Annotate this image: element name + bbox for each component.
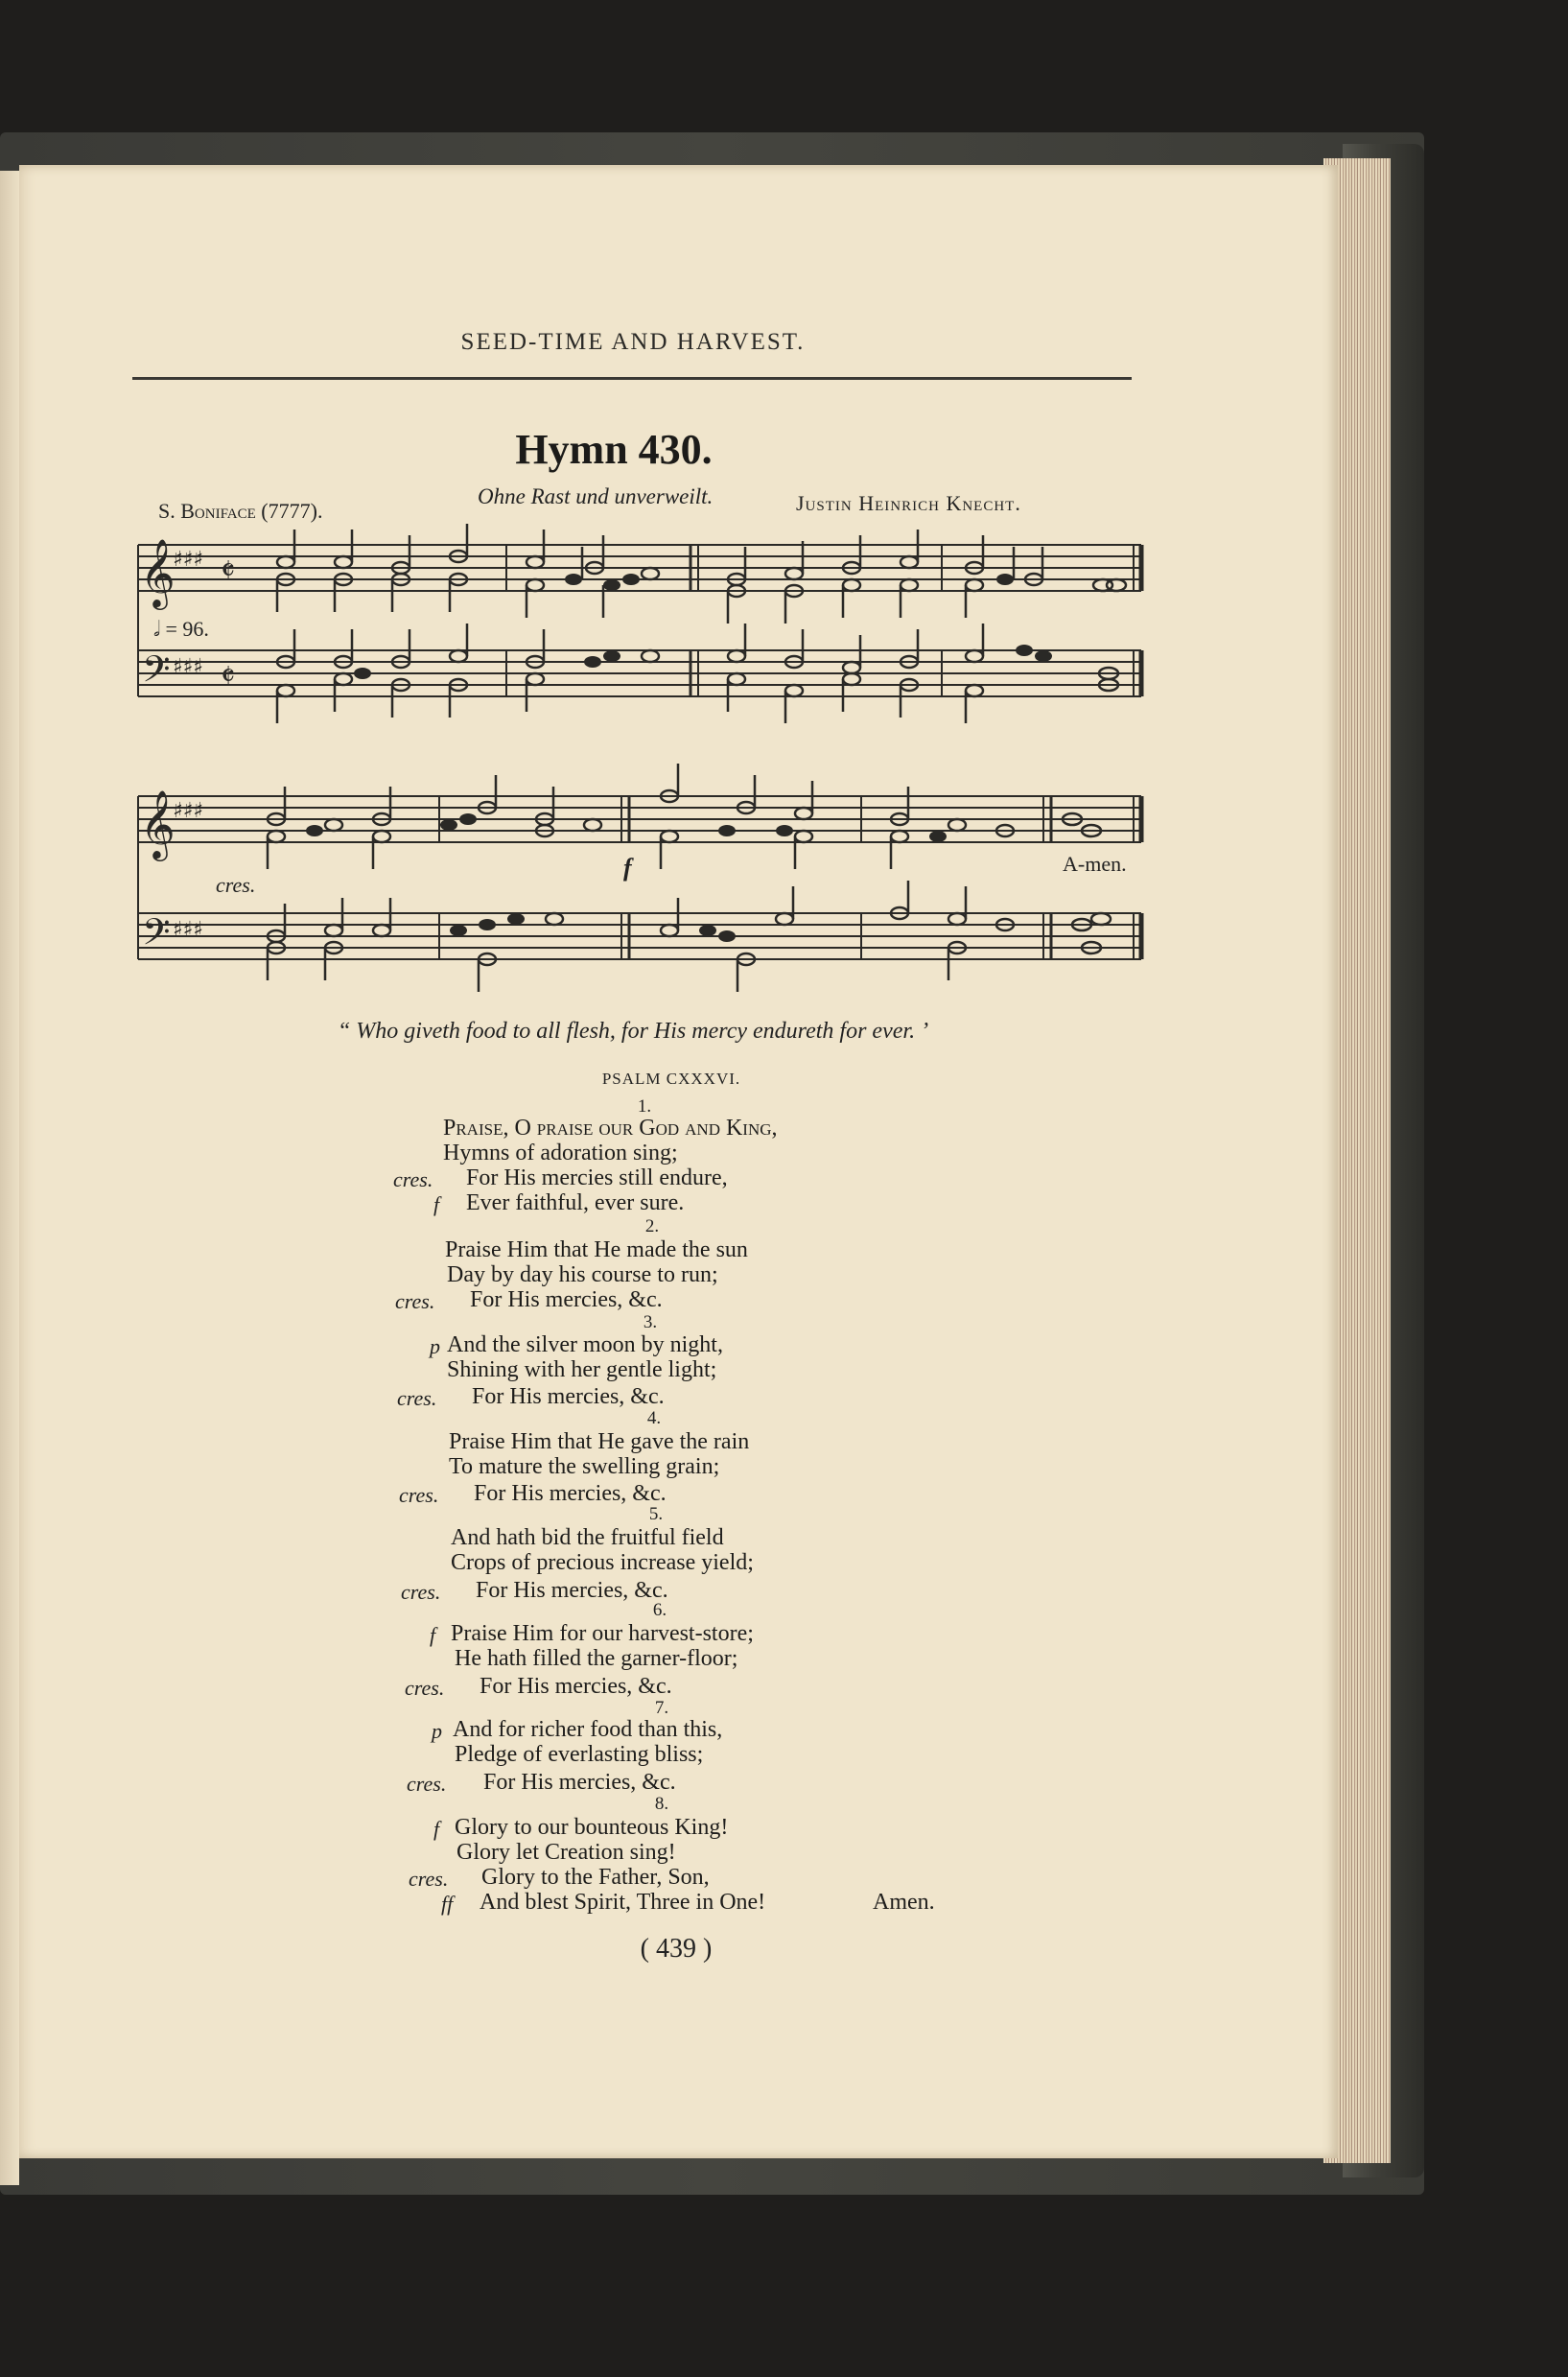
dynamic-mark: cres. — [395, 1289, 435, 1313]
svg-text:♯♯♯: ♯♯♯ — [173, 655, 203, 679]
verse-line: And blest Spirit, Three in One! — [480, 1890, 766, 1915]
scripture-motto: “ Who giveth food to all flesh, for His mercy endureth for ever. ’ — [337, 1019, 929, 1044]
verse-number: 4. — [646, 1408, 662, 1428]
verse-number: 7. — [654, 1698, 669, 1718]
verse-line: And hath bid the fruitful field — [451, 1525, 724, 1550]
bass-clef-icon: 𝄢 — [142, 647, 171, 699]
verse-line: Crops of precious increase yield; — [451, 1550, 754, 1575]
verse-line: For His mercies, &c. — [483, 1770, 676, 1795]
dynamic-mark: f — [433, 1192, 440, 1216]
german-first-line: Ohne Rast und unverweilt. — [478, 484, 714, 508]
forte-marking: f — [623, 854, 632, 882]
svg-text:𝄞: 𝄞 — [140, 788, 176, 859]
verse-number: 6. — [652, 1600, 667, 1620]
dynamic-mark: cres. — [393, 1167, 433, 1191]
dynamic-mark: p — [432, 1719, 442, 1743]
svg-text:𝄢: 𝄢 — [142, 910, 171, 962]
verse-line: For His mercies, &c. — [474, 1481, 667, 1506]
verse-number: 1. — [637, 1096, 652, 1117]
svg-text:𝄵: 𝄵 — [221, 657, 236, 695]
verse-line: For His mercies, &c. — [476, 1578, 668, 1603]
dynamic-mark: f — [433, 1817, 440, 1841]
svg-text:𝄵: 𝄵 — [221, 552, 236, 590]
dynamic-mark: p — [430, 1334, 440, 1358]
verse-number: 2. — [644, 1216, 660, 1236]
facing-page-edge — [0, 171, 19, 2185]
verse-line: Praise, O praise our God and King, — [443, 1116, 778, 1141]
hymn-title: Hymn 430. — [515, 426, 713, 473]
dynamic-mark: cres. — [399, 1483, 439, 1507]
verse-line: Glory to the Father, Son, — [481, 1865, 710, 1890]
page-number: ( 439 ) — [640, 1934, 713, 1964]
dynamic-mark: ff — [441, 1892, 454, 1916]
verse-line: Day by day his course to run; — [447, 1262, 718, 1287]
verse-line: Praise Him for our harvest-store; — [451, 1621, 754, 1646]
verse-line: He hath filled the garner-floor; — [455, 1646, 738, 1671]
verse-line: Shining with her gentle light; — [447, 1357, 717, 1382]
verse-line: Ever faithful, ever sure. — [466, 1190, 685, 1215]
cres-marking: cres. — [216, 873, 256, 897]
amen-underlay: A-men. — [1063, 852, 1127, 876]
verse-line: And the silver moon by night, — [447, 1332, 723, 1357]
verse-line: For His mercies, &c. — [472, 1384, 665, 1409]
dynamic-mark: f — [430, 1623, 436, 1647]
dynamic-mark: cres. — [405, 1676, 445, 1700]
header-rule — [132, 377, 1132, 380]
svg-text:♯♯♯: ♯♯♯ — [173, 548, 203, 572]
svg-text:♯♯♯: ♯♯♯ — [173, 918, 203, 942]
svg-text:♯♯♯: ♯♯♯ — [173, 799, 203, 823]
verse-line: For His mercies, &c. — [470, 1287, 663, 1312]
verse-number: 5. — [648, 1504, 664, 1524]
verse-line: Glory to our bounteous King! — [455, 1815, 729, 1840]
composer-name: Justin Heinrich Knecht. — [796, 491, 1021, 515]
verse-line: Glory let Creation sing! — [456, 1840, 676, 1865]
verse-line: Hymns of adoration sing; — [443, 1141, 678, 1165]
dynamic-mark: cres. — [407, 1772, 447, 1796]
verse-number: 3. — [643, 1312, 658, 1332]
tune-name: S. Boniface (7777). — [158, 499, 323, 523]
verse-line: Praise Him that He made the sun — [445, 1237, 748, 1262]
system2-treble-staff — [138, 796, 1141, 842]
verse-line: Pledge of everlasting bliss; — [455, 1742, 704, 1767]
psalm-reference: PSALM CXXXVI. — [601, 1070, 741, 1088]
dynamic-mark: cres. — [397, 1386, 437, 1410]
verse-number: 8. — [654, 1794, 669, 1814]
verse-line: For His mercies still endure, — [466, 1165, 728, 1190]
dynamic-mark: cres. — [409, 1867, 449, 1891]
closing-amen: Amen. — [873, 1890, 935, 1915]
tempo-marking: 𝅗𝅥 = 96. — [153, 617, 209, 641]
verse-line: Praise Him that He gave the rain — [449, 1429, 750, 1454]
running-head: SEED-TIME AND HARVEST. — [460, 329, 806, 355]
treble-clef-icon: 𝄞 — [140, 537, 176, 607]
system2-bass-staff — [138, 913, 1141, 959]
verse-line: For His mercies, &c. — [480, 1674, 672, 1699]
verse-line: And for richer food than this, — [453, 1717, 723, 1742]
dynamic-mark: cres. — [401, 1580, 441, 1604]
verse-line: To mature the swelling grain; — [449, 1454, 720, 1479]
music-score — [132, 518, 1149, 998]
